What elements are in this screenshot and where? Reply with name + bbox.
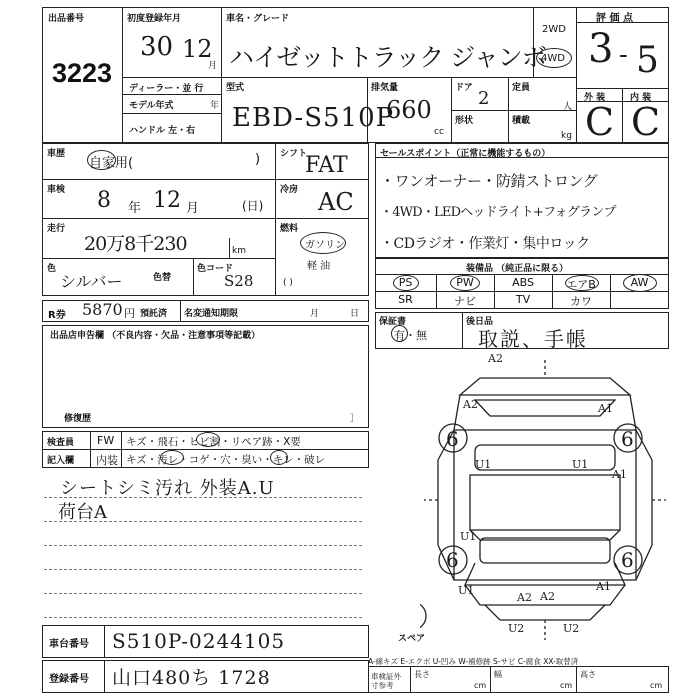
name-change-month: 月 — [310, 309, 320, 319]
spare-label: スペア — [398, 634, 426, 644]
fuel-diesel: 軽 油 — [307, 261, 331, 272]
first-reg-label: 初度登録年月 — [127, 14, 182, 24]
model-grade-label: 車名・グレード — [226, 14, 290, 24]
inspector-row2-cat: 内装 — [96, 454, 118, 467]
equip-navi: ナビ — [454, 295, 476, 308]
inspection-year-unit: 年 — [128, 201, 142, 216]
tire-fl-label: 6 — [446, 427, 459, 451]
recycle-label: R券 — [48, 310, 66, 321]
tire-rl-label: 6 — [446, 548, 459, 572]
length-unit: cm — [474, 681, 487, 690]
equip-tv: TV — [515, 293, 531, 306]
recycle-value: 5870 — [82, 300, 123, 319]
tire-rr-label: 6 — [621, 548, 634, 572]
history-label: 車歴 — [47, 149, 66, 159]
height-unit: cm — [650, 681, 663, 690]
name-change-day: 日 — [350, 309, 360, 319]
dealer-label: ディーラー・並 行 — [129, 84, 204, 94]
equipment-title: 装備品 （純正品に限る） — [466, 264, 569, 274]
car-diagram — [420, 350, 670, 650]
reg-value: 山口480ち 1728 — [112, 667, 271, 689]
mark-bottom-left: U2 — [508, 622, 525, 635]
mark-left-upper: U1 — [460, 530, 477, 543]
mark-right-mid: U1 — [572, 458, 589, 471]
mark-rear-center: A2 — [540, 590, 555, 603]
capacity-unit: 人 — [563, 102, 573, 112]
type-value: EBD-S510P — [232, 103, 395, 133]
inspector-row1-items: キズ・飛石・ヒビ割・リペア跡・X要 — [126, 436, 301, 448]
remark-line-1: シートシミ汚れ 外装A.U — [60, 478, 275, 499]
color-code-label: 色コード — [197, 264, 234, 274]
equip-leather: カワ — [570, 295, 592, 308]
warranty-label: 保証書 — [379, 317, 407, 327]
mark-bottom-right: U2 — [563, 622, 580, 635]
mileage-label: 走行 — [47, 224, 66, 234]
history-close: ) — [255, 152, 261, 167]
mark-left-top: A2 — [463, 398, 478, 411]
interior-label: 内 装 — [630, 93, 652, 103]
displacement-value: 660 — [386, 96, 432, 124]
mark-rear-left: A2 — [517, 591, 532, 604]
equip-aw-circle — [623, 274, 657, 292]
inspection-year: 8 — [97, 188, 111, 213]
chassis-value: S510P-0244105 — [112, 629, 286, 653]
cert-label: 車検証外寸参考 — [371, 672, 401, 690]
door-label: ドア — [455, 83, 473, 93]
drive-2wd: 2WD — [542, 24, 566, 35]
equip-pw: PW — [456, 276, 474, 289]
inspection-label: 車検 — [47, 185, 66, 195]
sales-point-line-1: ・ワンオーナー・防錆ストロング — [380, 172, 598, 190]
score-value-5: 5 — [636, 40, 659, 81]
shift-label: シフト — [280, 149, 308, 159]
door-value: 2 — [478, 88, 490, 109]
inspection-month: 12 — [153, 188, 181, 213]
ac-value: AC — [318, 188, 354, 216]
ac-label: 冷房 — [280, 185, 299, 195]
mark-left-mid: U1 — [475, 458, 492, 471]
mileage-value: 20万8千230 — [84, 233, 187, 255]
reg-label: 登録番号 — [49, 674, 89, 685]
notes-header: 出品店申告欄 （不良内容・欠品・注意事項等記載） — [50, 331, 261, 341]
cc-unit: cc — [434, 127, 444, 137]
mark-top: A2 — [488, 352, 503, 365]
exterior-grade: C — [585, 100, 615, 144]
first-reg-year: 30 — [140, 32, 174, 62]
equip-abs: ABS — [512, 276, 534, 289]
inspector-label-2: 記入欄 — [47, 456, 75, 466]
color-label: 色 — [47, 264, 57, 274]
tire-fr-label: 6 — [621, 427, 634, 451]
score-value-3: 3 — [588, 26, 614, 72]
drive-4wd: 4WD — [541, 53, 565, 64]
mark-rear-right: A1 — [596, 580, 611, 593]
handle-label: ハンドル 左・右 — [129, 126, 196, 136]
inspector-row2-items: キズ・汚レ・コゲ・穴・臭い・キレ・破レ — [126, 454, 326, 466]
lot-label: 出品番号 — [48, 14, 85, 24]
width-unit: cm — [560, 681, 573, 690]
year-unit: 年 — [210, 101, 220, 111]
damage-legend: A-線キズ E-エクボ U-凹み W-補修跡 S-サビ C-腐食 XX-取替済 — [368, 657, 579, 666]
color-code-value: S28 — [224, 272, 254, 290]
deposit-label: 預託済 — [140, 309, 168, 319]
equip-aw: AW — [630, 276, 649, 289]
fuel-paren: ( ) — [283, 278, 293, 288]
kg-unit: kg — [561, 131, 572, 141]
shape-label: 形状 — [455, 116, 474, 126]
model-name: ハイゼットトラック ジャンボ — [229, 43, 546, 72]
remark-line-2: 荷台A — [58, 502, 107, 523]
color-change-label: 色替 — [153, 273, 172, 283]
height-label: 高さ — [580, 670, 596, 679]
km-unit: km — [232, 246, 246, 256]
score-dash: - — [619, 40, 628, 70]
after-items-label: 後日品 — [466, 317, 494, 327]
equip-airbag-circle — [565, 275, 599, 291]
inspector-yogore-circle — [160, 450, 184, 465]
sales-point-line-2: ・4WD・LEDヘッドライト+フォグランプ — [380, 205, 616, 220]
chassis-label: 車台番号 — [49, 639, 89, 650]
spare-tire — [420, 602, 426, 630]
fuel-gasoline: ガソリン — [305, 240, 345, 251]
mark-right-top: A1 — [598, 402, 613, 415]
inspector-nioi-circle — [270, 450, 288, 465]
inspector-hishi-circle — [196, 432, 220, 447]
after-items-value: 取説、手帳 — [478, 327, 588, 351]
equip-ps: PS — [398, 276, 413, 289]
warranty-value: 有・無 — [394, 329, 427, 342]
equip-sr: SR — [398, 293, 413, 306]
equip-ps-circle — [393, 275, 419, 291]
equip-pw-circle — [450, 275, 480, 291]
recycle-unit: 円 — [124, 307, 135, 320]
history-value: 自家用( — [89, 156, 134, 171]
inspection-day-unit: (日) — [242, 199, 264, 213]
interior-grade: C — [631, 100, 661, 144]
month-unit: 月 — [208, 61, 218, 71]
mark-right-side: A1 — [612, 468, 627, 481]
inspection-month-unit: 月 — [186, 201, 200, 216]
width-label: 幅 — [494, 670, 502, 679]
score-label: 評 価 点 — [596, 13, 633, 24]
inspector-row1-cat: FW — [97, 434, 115, 447]
color-value: シルバー — [60, 272, 123, 291]
sales-points-title: セールスポイント（正常に機能するもの） — [380, 149, 551, 159]
exterior-label: 外 装 — [584, 93, 606, 103]
sales-point-line-3: ・CDラジオ・作業灯・集中ロック — [380, 236, 590, 252]
mark-left-lower: U1 — [458, 584, 475, 597]
repair-close: ］ — [350, 414, 360, 424]
model-year-label: モデル年式 — [129, 101, 174, 111]
load-label: 積載 — [512, 116, 531, 126]
fuel-label: 燃料 — [280, 224, 299, 234]
lot-number: 3223 — [52, 58, 113, 88]
first-reg-month: 12 — [182, 35, 213, 63]
type-label: 型式 — [226, 83, 245, 93]
name-change-label: 名変通知期限 — [184, 309, 239, 319]
length-label: 長さ — [414, 670, 430, 679]
inspector-label-1: 検査員 — [47, 438, 75, 448]
shift-value: FAT — [305, 153, 348, 178]
displacement-label: 排気量 — [371, 83, 399, 93]
capacity-label: 定員 — [512, 83, 531, 93]
equip-airbag: エアB — [566, 278, 596, 291]
repair-label: 修復歴 — [64, 414, 92, 424]
